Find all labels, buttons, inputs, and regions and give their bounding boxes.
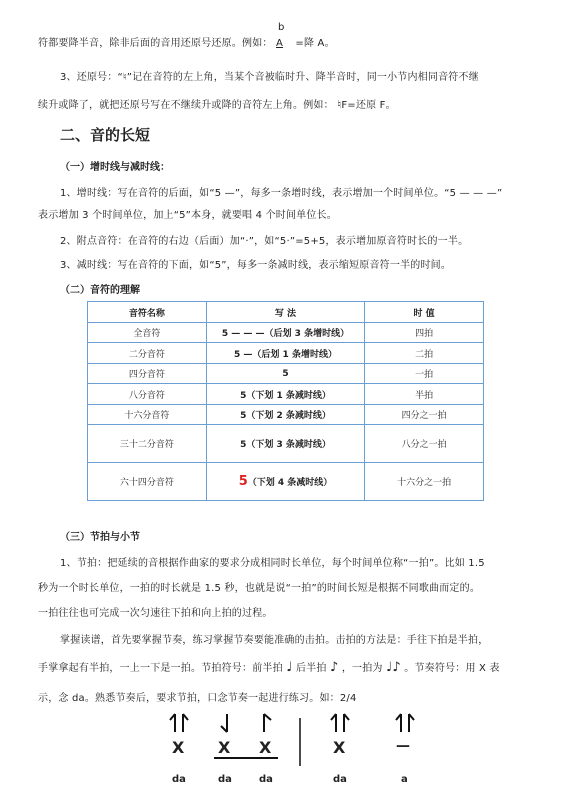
table-cell: 二分音符 bbox=[88, 343, 207, 364]
rhythm-x-4: X bbox=[333, 738, 346, 757]
note-table bbox=[87, 301, 484, 501]
beat-symbol-2 bbox=[221, 714, 227, 732]
table-cell: 十六分之一拍 bbox=[365, 463, 484, 501]
p2b-text-2: 后半拍 bbox=[295, 663, 327, 674]
para-1a: 1、增时线：写在音符的后面，如“5 —”，每多一条增时线，表示增加一个时间单位。“5 — — —” bbox=[60, 188, 503, 199]
para-beat-2b bbox=[38, 659, 500, 675]
table-cell: 一拍 bbox=[365, 364, 484, 384]
flat-a-symbol bbox=[276, 22, 292, 49]
rhythm-x-3: X bbox=[259, 738, 272, 757]
downbeat-icon: ♩ bbox=[286, 660, 293, 675]
para-beat-1c: 一拍往往也可完成一次匀速往下拍和向上拍的过程。 bbox=[38, 608, 273, 619]
table-cell: 二拍 bbox=[365, 343, 484, 364]
rhythm-notation bbox=[0, 706, 585, 798]
beat-symbol-4 bbox=[331, 714, 349, 732]
table-cell: 四分之一拍 bbox=[365, 405, 484, 425]
text-line-3 bbox=[38, 96, 396, 111]
table-cell: 5 — — —（后划 3 条增时线） bbox=[206, 323, 364, 343]
table-cell: 十六分音符 bbox=[88, 405, 207, 425]
rhythm-x-1: X bbox=[172, 738, 185, 757]
para-beat-1b: 秒为一个时长单位，一拍的时长就是 1.5 秒，也就是说“一拍”的时间长短是根据不同歌曲而定的。 bbox=[38, 583, 481, 594]
full-beat-icon: ♩♪ bbox=[386, 660, 401, 675]
table-cell: 六十四分音符 bbox=[88, 463, 207, 501]
p2b-text-4: 。节奏符号：用 X 表 bbox=[404, 663, 500, 674]
line1-text: 符都要降半音，除非后面的音用还原号还原。例如： bbox=[38, 38, 273, 49]
beat-symbol-1 bbox=[170, 714, 188, 732]
table-header-row bbox=[88, 302, 484, 323]
para-beat-2a: 掌握读谱，首先要掌握节奏，练习掌握节奏要能准确的击拍。击拍的方法是：手往下拍是半拍， bbox=[60, 635, 489, 646]
red-five: 5 bbox=[238, 474, 248, 489]
subheading-3: （三）节拍与小节 bbox=[60, 532, 140, 543]
para-2: 2、附点音符：在音符的右边（后面）加“·”，如“5·”=5+5，表示增加原音符时长的一半。 bbox=[60, 236, 469, 247]
flat-sign: b bbox=[278, 22, 285, 33]
subheading-2: （二）音符的理解 bbox=[60, 285, 140, 296]
table-cell: 半拍 bbox=[365, 384, 484, 405]
table-row bbox=[88, 425, 484, 463]
table-cell: 5 bbox=[206, 364, 364, 384]
beat-symbol-3 bbox=[264, 714, 271, 732]
natural-sign-icon: ♮ bbox=[337, 98, 342, 111]
table-header: 写 法 bbox=[206, 302, 364, 323]
table-cell: 三十二分音符 bbox=[88, 425, 207, 463]
section-heading: 二、音的长短 bbox=[60, 126, 151, 144]
table-row bbox=[88, 323, 484, 343]
table-row bbox=[88, 463, 484, 501]
note-a: A bbox=[276, 38, 284, 49]
table-cell: 5（下划 2 条减时线） bbox=[206, 405, 364, 425]
write-rest: （下划 4 条减时线） bbox=[247, 478, 333, 488]
rhythm-syllable-2: da bbox=[218, 774, 232, 785]
beat-symbol-5 bbox=[396, 714, 414, 732]
table-row bbox=[88, 405, 484, 425]
table-cell: 八分音符 bbox=[88, 384, 207, 405]
table-cell: 5 —（后划 1 条增时线） bbox=[206, 343, 364, 364]
rhythm-syllable-5: a bbox=[401, 774, 408, 785]
table-cell: 全音符 bbox=[88, 323, 207, 343]
rhythm-syllable-1: da bbox=[172, 774, 186, 785]
table-row bbox=[88, 364, 484, 384]
table-cell: 5（下划 3 条减时线） bbox=[206, 425, 364, 463]
para-beat-1a: 1、节拍：把延续的音根据作曲家的要求分成相同时长单位，每个时间单位称“一拍”。比如 1.5 bbox=[60, 558, 485, 569]
line3-text: 续升或降了，就把还原号写在不继续升或降的音符左上角。例如： bbox=[38, 100, 334, 111]
rhythm-dash: — bbox=[396, 738, 410, 754]
upbeat-icon: ♪ bbox=[329, 660, 339, 675]
para-3: 3、减时线：写在音符的下面，如“5”，每多一条减时线，表示缩短原音符一半的时间。 bbox=[60, 260, 452, 271]
text-line-1 bbox=[38, 22, 335, 49]
line1-tail: =降 A。 bbox=[295, 38, 335, 49]
para-beat-2c: 示，念 da。熟悉节奏后，要求节拍，口念节奏一起进行练习。如：2/4 bbox=[38, 693, 357, 704]
rhythm-x-2: X bbox=[218, 738, 231, 757]
table-cell: 八分之一拍 bbox=[365, 425, 484, 463]
p2b-text-3: ，一拍为 bbox=[341, 663, 383, 674]
table-row bbox=[88, 343, 484, 364]
p2b-text-1: 手掌拿起有半拍，一上一下是一拍。节拍符号：前半拍 bbox=[38, 663, 283, 674]
rhythm-syllable-4: da bbox=[333, 774, 347, 785]
text-line-2: 3、还原号：“♮”记在音符的左上角，当某个音被临时升、降半音时，同一小节内相同音符不继 bbox=[60, 72, 479, 83]
table-row bbox=[88, 384, 484, 405]
rhythm-example bbox=[0, 706, 585, 798]
para-1b: 表示增加 3 个时间单位，加上“5”本身，就要唱 4 个时间单位长。 bbox=[38, 210, 337, 221]
table-header: 音符名称 bbox=[88, 302, 207, 323]
subheading-1: （一）增时线与减时线： bbox=[60, 162, 170, 173]
line3-tail: F=还原 F。 bbox=[341, 100, 396, 111]
table-cell bbox=[206, 463, 364, 501]
table-cell: 5（下划 1 条减时线） bbox=[206, 384, 364, 405]
table-header: 时 值 bbox=[365, 302, 484, 323]
table-cell: 四分音符 bbox=[88, 364, 207, 384]
table-cell: 四拍 bbox=[365, 323, 484, 343]
rhythm-syllable-3: da bbox=[259, 774, 273, 785]
